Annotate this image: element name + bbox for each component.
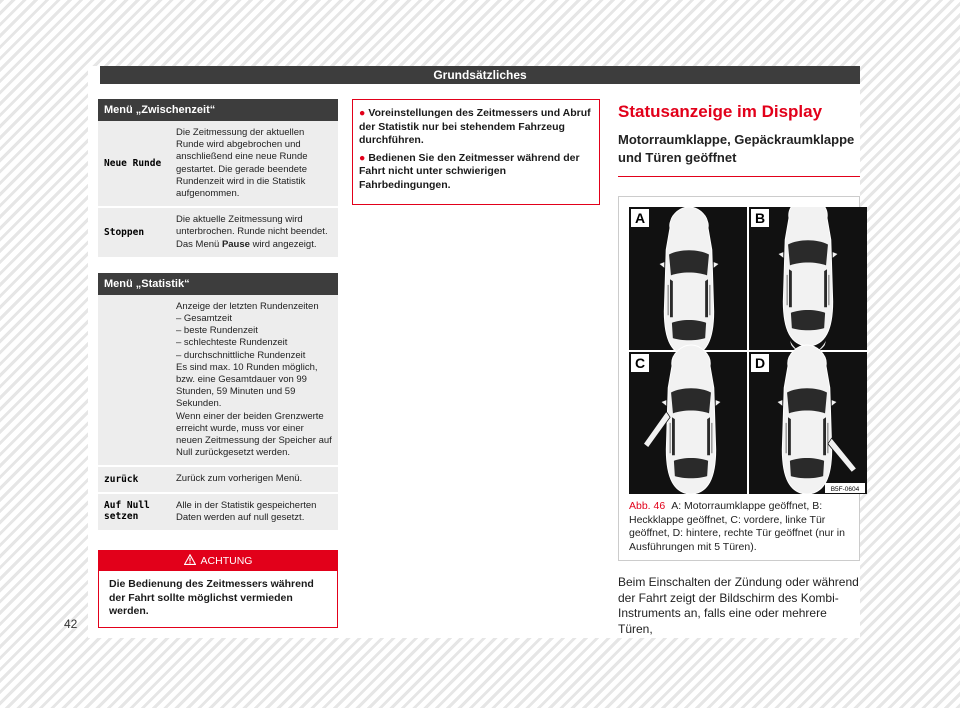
warning-triangle-icon: [184, 554, 196, 565]
table-row: [98, 121, 338, 208]
row-value-text: Die aktuelle Zeitmessung wird unterbrochen. Runde nicht beendet. Das Menü: [176, 214, 328, 250]
row-key: Auf Null setzen: [104, 499, 150, 522]
row-key: Neue Runde: [104, 158, 162, 170]
row-value: Alle in der Statistik gespeicherten Daten werden auf null gesetzt.: [176, 499, 317, 523]
bullet-icon: ●: [359, 151, 366, 164]
row-key: [98, 295, 170, 466]
figure-caption-label: Abb. 46: [629, 500, 666, 512]
statistik-table: [98, 273, 338, 532]
table-row: [98, 295, 338, 468]
car-status-graphic: [629, 207, 867, 494]
warning-text: Voreinstellungen des Zeitmessers und Abruf der Statistik nur bei stehendem Fahrzeug durchführen.: [359, 107, 591, 146]
table-row: [98, 494, 338, 532]
statistik-title: Menü „Statistik“: [98, 273, 338, 295]
middle-column: [352, 99, 600, 205]
row-value: [170, 208, 338, 257]
figure-code: B5F-0604: [830, 486, 860, 493]
car-status-illustration: [629, 207, 867, 494]
table-row: [98, 208, 338, 259]
row-key: Stoppen: [104, 227, 145, 239]
page-header: Grundsätzliches: [100, 66, 860, 84]
zwischenzeit-title: Menü „Zwischenzeit“: [98, 99, 338, 121]
zwischenzeit-table: [98, 99, 338, 259]
row-value-text: wird angezeigt.: [249, 238, 317, 250]
row-value: Anzeige der letzten Rundenzeiten – Gesamtzeit – beste Rundenzeit – schlechteste Rundenzeit – durchschnittliche Rundenzeit Es sind max. 10 Runden möglich, bzw. eine Gesamtdauer von 99 Stunden, 59 Minuten und 59 Sekunden. Wenn einer der beiden Grenzwerte erreicht wurde, muss vor einer neuen Zeitmessung der Speicher auf Null zurückgesetzt werden.: [176, 300, 332, 459]
achtung-header: [99, 551, 337, 571]
warning-item: [359, 107, 591, 148]
panel-letter: A: [634, 210, 646, 226]
warning-item: [359, 152, 591, 193]
panel-letter: D: [754, 355, 766, 371]
panel-letter: C: [634, 355, 646, 371]
figure-caption: [629, 494, 849, 554]
bullet-icon: ●: [359, 107, 366, 119]
section-subtitle: Motorraumklappe, Gepäckraumklappe und Türen geöffnet: [618, 131, 860, 177]
figure: [618, 196, 860, 561]
pause-label: Pause: [221, 238, 250, 250]
table-row: [98, 467, 338, 493]
achtung-text: Die Bedienung des Zeitmessers während der Fahrt sollte möglichst vermieden werden.: [109, 578, 314, 618]
achtung-box: [98, 550, 338, 628]
row-value: Zurück zum vorherigen Menü.: [176, 473, 303, 485]
page-number: 42: [64, 617, 78, 631]
right-column: [618, 99, 860, 637]
page: [88, 66, 860, 638]
row-value: Die Zeitmessung der aktuellen Runde wird abgebrochen und anschließend eine neue Runde gestartet. Die gerade beendete Rundenzeit wird in die Statistik aufgenommen.: [176, 127, 308, 200]
panel-letter: B: [754, 210, 766, 226]
figure-caption-text: A: Motorraumklappe geöffnet, B: Heckklappe geöffnet, C: vordere, linke Tür geöffnet, D: hintere, rechte Tür geöffnet (nur in Ausführungen mit 5 Türen).: [629, 500, 845, 553]
body-text: Beim Einschalten der Zündung oder während der Fahrt zeigt der Bildschirm des Kombi-Instruments an, falls eine oder mehrere Türen,: [618, 575, 859, 636]
left-column: [98, 99, 338, 628]
row-key: zurück: [104, 474, 139, 486]
warning-text: Bedienen Sie den Zeitmesser während der Fahrt nicht unter schwierigen Fahrbedingungen.: [359, 151, 580, 191]
section-title: Statusanzeige im Display: [618, 102, 823, 121]
warning-box: [352, 99, 600, 205]
achtung-label: ACHTUNG: [200, 555, 253, 568]
